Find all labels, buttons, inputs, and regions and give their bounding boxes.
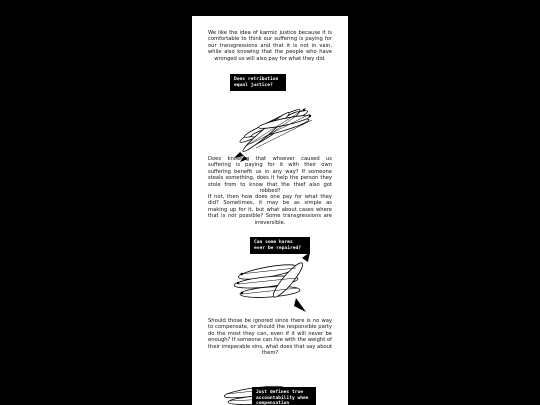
fish-pile-illustration <box>226 250 322 316</box>
paragraph-irreversible: If not, then how does one pay for what they did? Sometimes, it may be as simple as making up for it, but what about cases where that is not possible? Some transgressions are irreversible. <box>208 194 332 226</box>
paragraph-karmic-justice: We like the idea of karmic justice because it is comfortable to think our suffering is paying for our transgressions and that it is not in vain, while also knowing that the people who have wronged us will also pay for what they did. <box>208 30 332 62</box>
caption-accountability: Just defines true accountability when compensation <box>252 387 316 405</box>
fish-bundle-illustration <box>226 86 318 164</box>
article-page <box>192 16 348 405</box>
paragraph-irreparable: Should those be ignored since there is no way to compensate, or should the responsible party do the most they can, even if it will never be enough? If someone can live with the weight of their irreparable sins, what does that say about them? <box>208 318 332 357</box>
caption-retribution: Does retribution equal justice? <box>230 74 286 91</box>
caption-harms-repaired: Can some harms ever be repaired? <box>250 237 310 254</box>
paragraph-benefit: Does knowing that whoever caused us suffering is paying for it with their own suffering benefit us in any way? If someone steals something, does it help the person they stole from to know that the thief also got robbed? <box>208 156 332 195</box>
